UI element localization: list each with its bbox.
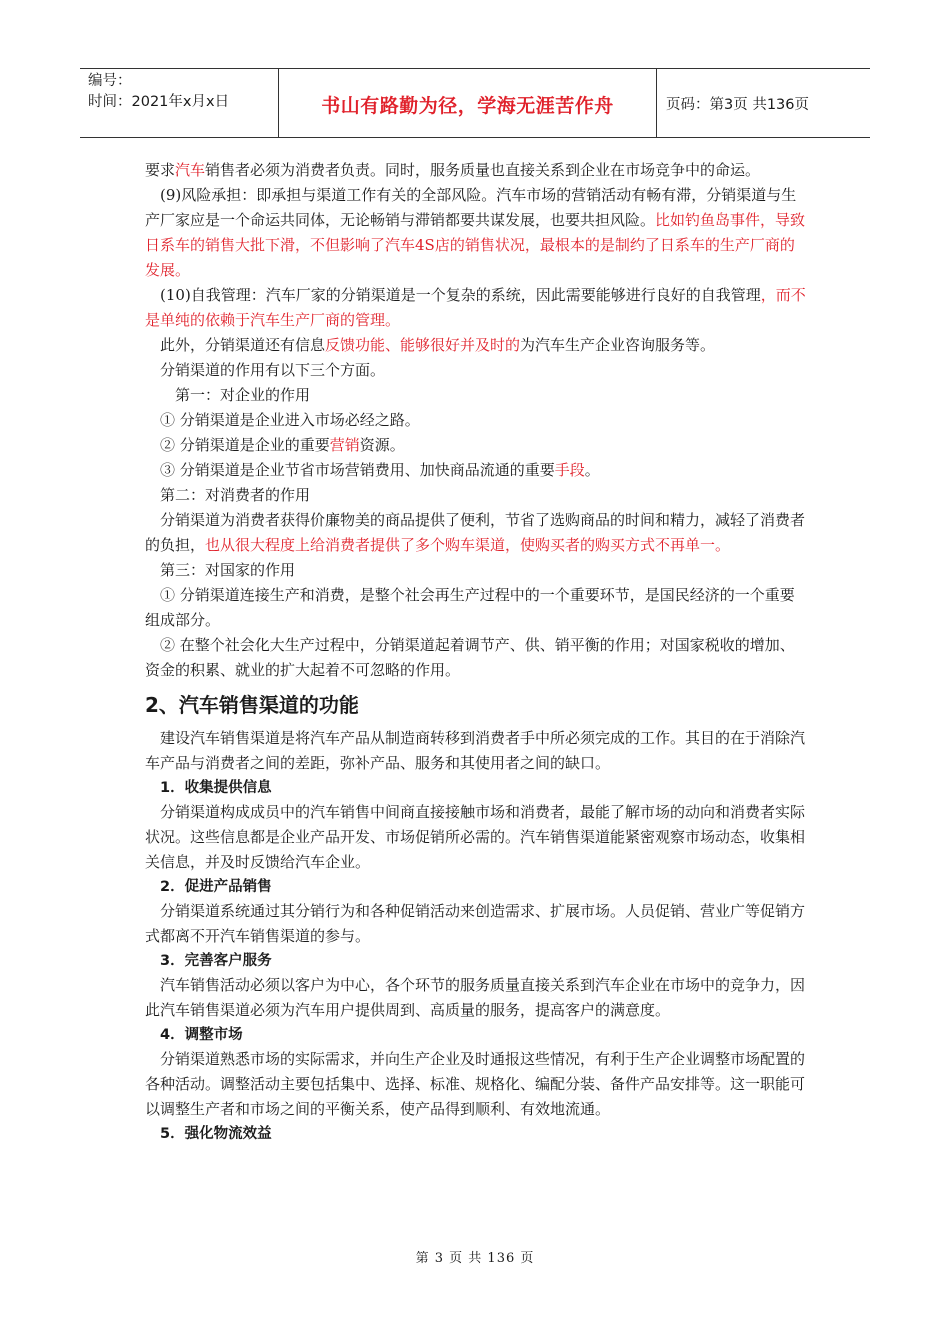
function-heading: 1．收集提供信息 [160,780,272,796]
paragraph-risk: (9)风险承担：即承担与渠道工作有关的全部风险。汽车市场的营销活动有畅有滞，分销渠道与生产厂家应是一个命运共同体，无论畅销与滞销都要共谋发展，也要共担风险。比如钓鱼岛事件，导致日系车的销售大批下滑，不但影响了汽车4S店的销售状况，最根本的是制约了日系车的生产厂商的发展。 [145,186,806,279]
header-time: 时间：2021年x月x日 [88,94,230,110]
header-page-number: 页码：第3页 共136页 [666,97,810,113]
list-item: ② 在整个社会化大生产过程中，分销渠道起着调节产、供、销平衡的作用；对国家税收的增加、资金的积累、就业的扩大起着不可忽略的作用。 [145,636,795,679]
paragraph: 分销渠道系统通过其分销行为和各种促销活动来创造需求、扩展市场。人员促销、营业广等促销方式都离不开汽车销售渠道的参与。 [145,902,806,945]
subheading: 第三：对国家的作用 [160,561,296,579]
function-heading: 5．强化物流效益 [160,1126,272,1142]
list-item: ③ 分销渠道是企业节省市场营销费用、加快商品流通的重要手段。 [160,461,600,479]
list-item: ① 分销渠道连接生产和消费，是整个社会再生产过程中的一个重要环节，是国民经济的一个重要组成部分。 [145,586,795,629]
header-divider [656,69,657,137]
header-meta [88,71,229,113]
paragraph: 要求汽车销售者必须为消费者负责。同时，服务质量也直接关系到企业在市场竞争中的命运。 [145,161,761,179]
subheading: 第一：对企业的作用 [175,386,311,404]
page-header [80,68,870,138]
paragraph-self-management: (10)自我管理：汽车厂家的分销渠道是一个复杂的系统，因此需要能够进行良好的自我管理，而不是单纯的依赖于汽车生产厂商的管理。 [145,286,806,329]
paragraph: 建设汽车销售渠道是将汽车产品从制造商转移到消费者手中所必须完成的工作。其目的在于消除汽车产品与消费者之间的差距，弥补产品、服务和其使用者之间的缺口。 [145,729,806,772]
function-heading: 2．促进产品销售 [160,879,272,895]
list-item: ① 分销渠道是企业进入市场必经之路。 [160,411,420,429]
header-motto: 书山有路勤为径，学海无涯苦作舟 [321,95,614,117]
subheading: 第二：对消费者的作用 [160,486,311,504]
function-heading: 4．调整市场 [160,1027,243,1043]
document-body [145,158,807,1146]
paragraph: 分销渠道为消费者获得价廉物美的商品提供了便利，节省了选购商品的时间和精力，减轻了消费者的负担，也从很大程度上给消费者提供了多个购车渠道，使购买者的购买方式不再单一。 [145,511,806,554]
paragraph: 分销渠道的作用有以下三个方面。 [160,361,386,379]
list-item: ② 分销渠道是企业的重要营销资源。 [160,436,405,454]
paragraph: 此外，分销渠道还有信息反馈功能、能够很好并及时的为汽车生产企业咨询服务等。 [160,336,716,354]
paragraph: 分销渠道构成成员中的汽车销售中间商直接接触市场和消费者，最能了解市场的动向和消费者实际状况。这些信息都是企业产品开发、市场促销所必需的。汽车销售渠道能紧密观察市场动态，收集相关信息，并及时反馈给汽车企业。 [145,803,806,871]
paragraph: 分销渠道熟悉市场的实际需求，并向生产企业及时通报这些情况，有利于生产企业调整市场配置的各种活动。调整活动主要包括集中、选择、标准、规格化、编配分装、备件产品安排等。这一职能可以调整生产者和市场之间的平衡关系，使产品得到顺利、有效地流通。 [145,1050,806,1118]
section-title: 2、汽车销售渠道的功能 [145,693,359,717]
header-number: 编号： [88,73,132,89]
function-heading: 3．完善客户服务 [160,953,272,969]
page-footer: 第 3 页 共 136 页 [415,1251,535,1266]
paragraph: 汽车销售活动必须以客户为中心，各个环节的服务质量直接关系到汽车企业在市场中的竞争力，因此汽车销售渠道必须为汽车用户提供周到、高质量的服务，提高客户的满意度。 [145,976,806,1019]
